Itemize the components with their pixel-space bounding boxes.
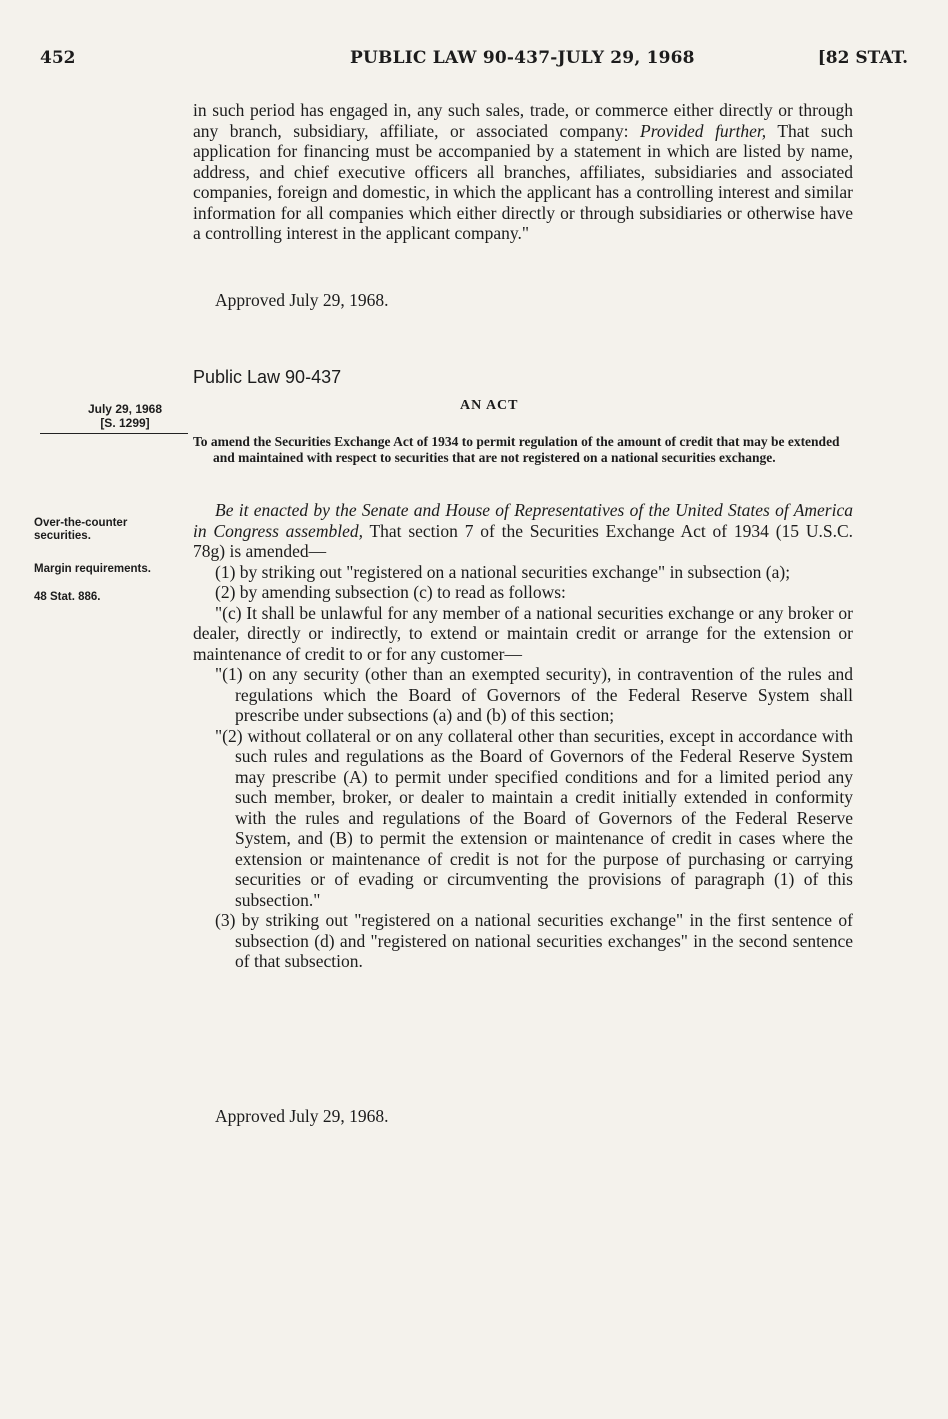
amendment-item-3: (3) by striking out "registered on a national securities exchange" in the first sentence of subsection (d) and "registered on national securities exchanges" in the second sentence of that subsection. <box>215 910 853 971</box>
margin-date: July 29, 1968 <box>87 402 163 416</box>
subsection-c-2: "(2) without collateral or on any collateral other than securities, except in accordance with such rules and regulations as the Board of Governors of the Federal Reserve System may prescribe (A) to permit under specified conditions and for a limited period any such member, broker, or dealer to maintain a credit initially extended in conformity with the rules and regulations of the Board of Governors of the Federal Reserve System, and (B) to permit the extension or maintenance of credit in cases where the extension or maintenance of credit is not for the purpose of purchasing or carrying securities or of evading or circumventing the provisions of paragraph (1) of this subsection." <box>215 725 853 910</box>
proviso-italic: Provided further, <box>640 120 767 141</box>
amendment-item-1: (1) by striking out "registered on a national securities exchange" in subsection (a); <box>215 561 791 582</box>
purpose-text: To amend the Securities Exchange Act of 1934 to permit regulation of the amount of credit that may be extended and maintained with respect to securities that are not registered on a national securities exchange. <box>193 433 840 465</box>
act-purpose <box>193 420 853 479</box>
running-title: PUBLIC LAW 90-437-JULY 29, 1968 <box>350 48 695 68</box>
margin-divider <box>40 433 188 434</box>
subsection-c-1: "(1) on any security (other than an exempted security), in contravention of the rules and regulations which the Board of Governors of the Federal Reserve System shall prescribe under subsections (a) and (b) of this section; <box>215 664 853 725</box>
margin-note-margin: Margin requirements. <box>34 563 151 575</box>
approval-line-1: Approved July 29, 1968. <box>215 290 389 310</box>
margin-date-block <box>65 402 185 430</box>
page-header <box>40 48 908 72</box>
act-heading: AN ACT <box>460 398 519 413</box>
enacting-clause: Be it enacted by the Senate and House of Representatives of the United States of America in Congress assembled, That section 7 of the Securities Exchange Act of 1934 (15 U.S.C. 78g) is amended— <box>193 500 853 561</box>
subsection-c: "(c) It shall be unlawful for any member of a national securities exchange or any broker or dealer, directly or indirectly, to extend or maintain credit or arrange for the extension or maintenance of credit to or for any customer— <box>193 602 853 664</box>
margin-bill-number: [S. 1299] <box>100 416 150 430</box>
page-number: 452 <box>40 48 76 68</box>
act-body <box>193 500 853 972</box>
preceding-law-text <box>193 100 853 244</box>
margin-note-stat: 48 Stat. 886. <box>34 591 101 603</box>
statute-reference: [82 STAT. <box>817 48 908 68</box>
approval-line-2: Approved July 29, 1968. <box>215 1106 389 1126</box>
preceding-paragraph: in such period has engaged in, any such sales, trade, or commerce either directly or through any branch, subsidiary, affiliate, or associated company: Provided further, That such application for financing must be accompanied by a statement in which are listed by name, address, and chief executive officers all branches, affiliates, subsidiaries and associated companies, foreign and domestic, in which the applicant has a controlling interest and similar information for all companies which either directly or through subsidiaries or otherwise have a controlling interest in the applicant company." <box>193 100 853 243</box>
public-law-label: Public Law 90-437 <box>193 367 342 387</box>
amendment-item-2: (2) by amending subsection (c) to read as follows: <box>215 582 566 602</box>
margin-note-otc: Over-the-counter securities. <box>34 517 128 542</box>
